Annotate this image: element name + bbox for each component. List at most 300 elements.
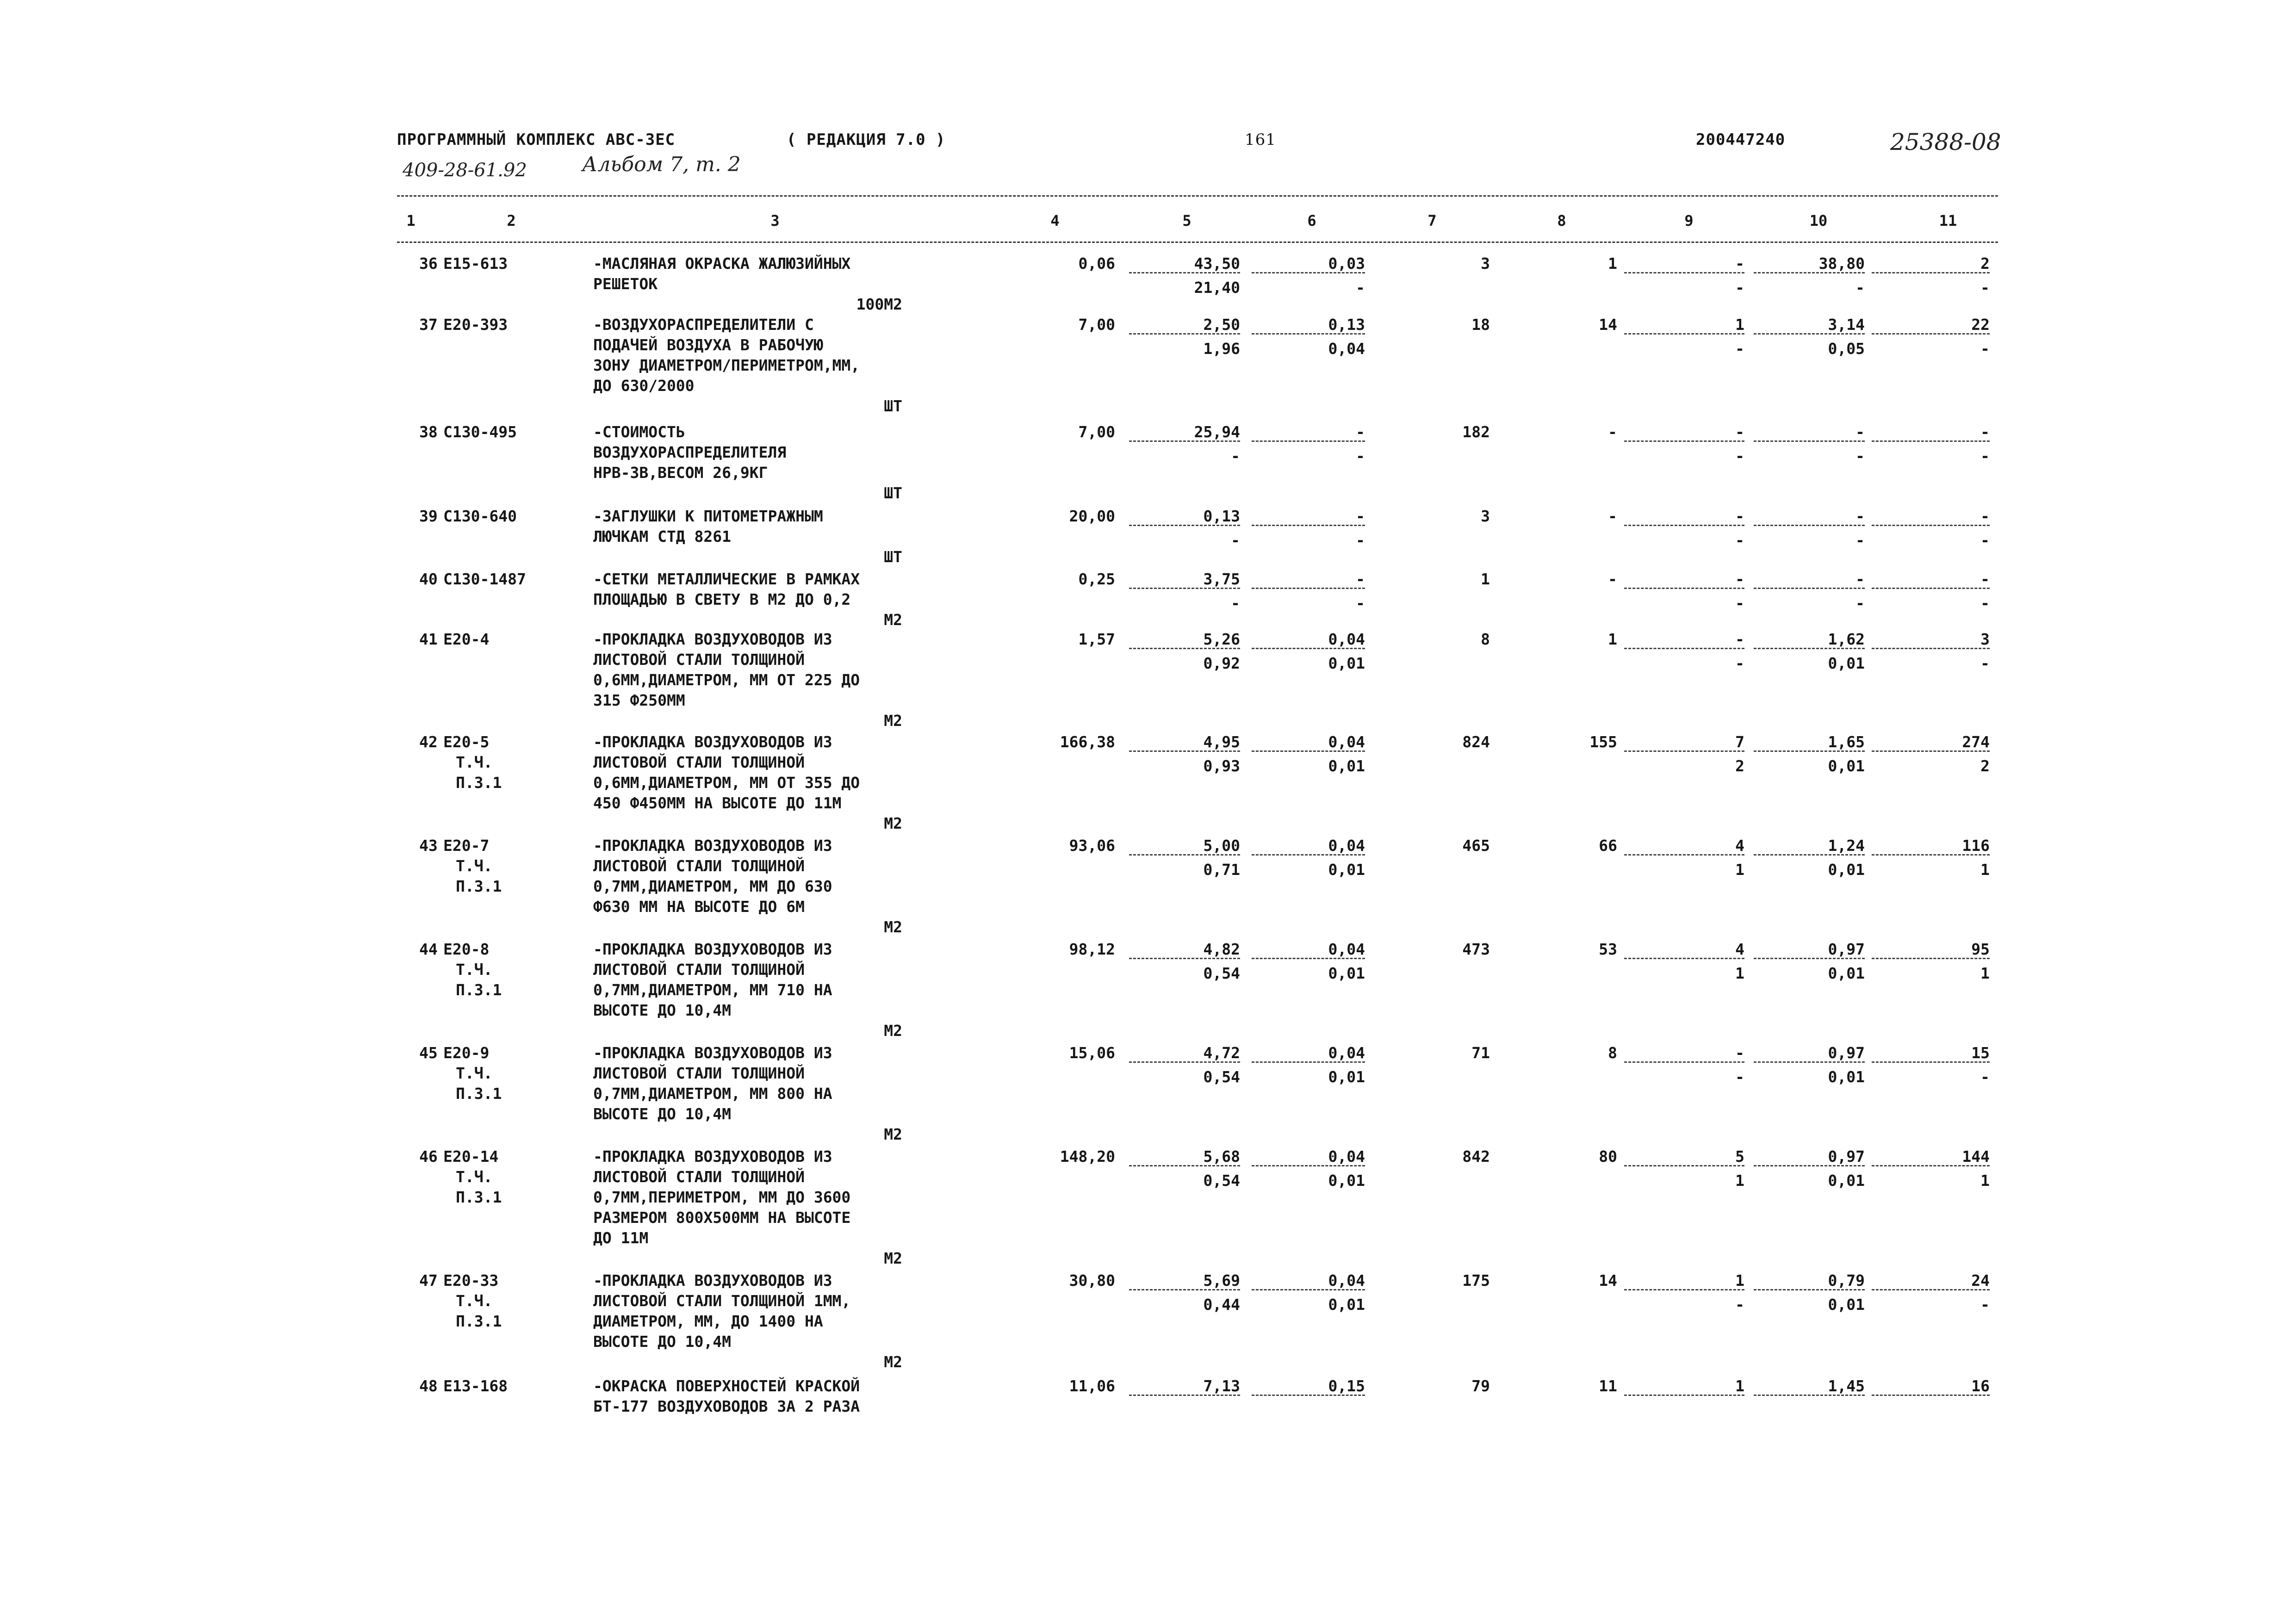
labor-norm: 0,97 bbox=[1828, 1147, 1865, 1166]
unit-labor-cost: 0,04 bbox=[1328, 733, 1365, 751]
work-description: ВЫСОТЕ ДО 10,4М bbox=[593, 1001, 732, 1019]
cell-underline bbox=[1624, 588, 1744, 589]
labor-norm: 0,97 bbox=[1828, 940, 1865, 958]
cell-underline bbox=[1872, 854, 1990, 856]
total-cost: 8 bbox=[1481, 630, 1490, 648]
machine-cost: 4 bbox=[1735, 940, 1744, 958]
machine-wage: 2 bbox=[1735, 757, 1744, 775]
machine-wage: - bbox=[1735, 1068, 1744, 1086]
labor-total-wage: 1 bbox=[1980, 964, 1990, 982]
labor-total: 24 bbox=[1971, 1271, 1990, 1290]
quantity: 0,25 bbox=[1078, 570, 1115, 588]
unit-label: М2 bbox=[884, 1353, 902, 1371]
machine-cost: 4 bbox=[1735, 837, 1744, 855]
work-description: НРВ-3В,ВЕСОМ 26,9КГ bbox=[593, 464, 768, 482]
machine-wage: 1 bbox=[1735, 861, 1744, 879]
cell-underline bbox=[1252, 1395, 1365, 1396]
unit-label: ШТ bbox=[884, 397, 902, 415]
norm-code: Е13-168 bbox=[443, 1377, 508, 1395]
labor-total-wage: - bbox=[1980, 531, 1990, 549]
quantity: 93,06 bbox=[1069, 837, 1115, 855]
work-description: ПОДАЧЕЙ ВОЗДУХА В РАБОЧУЮ bbox=[593, 336, 823, 354]
norm-code: Е20-5 bbox=[443, 733, 490, 751]
work-description: ВОЗДУХОРАСПРЕДЕЛИТЕЛЯ bbox=[593, 443, 787, 461]
labor-total-wage: - bbox=[1980, 1296, 1990, 1314]
cell-underline bbox=[1872, 958, 1990, 959]
cell-underline bbox=[1624, 525, 1744, 526]
cell-underline bbox=[1129, 958, 1240, 959]
work-description: ЛИСТОВОЙ СТАЛИ ТОЛЩИНОЙ bbox=[593, 1168, 805, 1186]
unit-cost: 2,50 bbox=[1203, 316, 1240, 334]
labor-norm: 1,45 bbox=[1828, 1377, 1865, 1395]
work-description: 315 Ф250ММ bbox=[593, 691, 685, 709]
quantity: 166,38 bbox=[1060, 733, 1115, 751]
cell-underline bbox=[1129, 854, 1240, 856]
unit-labor-wage: 0,01 bbox=[1328, 964, 1365, 982]
cell-underline bbox=[1129, 1395, 1240, 1396]
unit-cost: 43,50 bbox=[1194, 254, 1240, 273]
quantity: 20,00 bbox=[1069, 507, 1115, 525]
cell-underline bbox=[1872, 1395, 1990, 1396]
cell-underline bbox=[1624, 1061, 1744, 1063]
norm-code: Е20-33 bbox=[443, 1271, 499, 1290]
labor-total-wage: - bbox=[1980, 279, 1990, 297]
work-description: ЛИСТОВОЙ СТАЛИ ТОЛЩИНОЙ 1ММ, bbox=[593, 1292, 851, 1310]
cell-underline bbox=[1129, 1289, 1240, 1290]
cell-underline bbox=[1624, 854, 1744, 856]
unit-label: М2 bbox=[884, 611, 902, 629]
work-description: -ПРОКЛАДКА ВОЗДУХОВОДОВ ИЗ bbox=[593, 837, 832, 855]
unit-labor-cost: 0,03 bbox=[1328, 254, 1365, 273]
quantity: 0,06 bbox=[1078, 254, 1115, 273]
cell-underline bbox=[1624, 1165, 1744, 1166]
row-number: 43 bbox=[419, 837, 438, 855]
cell-underline bbox=[1129, 272, 1240, 273]
work-description: ДО 11М bbox=[593, 1229, 649, 1247]
cell-underline bbox=[1129, 1165, 1240, 1166]
total-cost: 824 bbox=[1462, 733, 1490, 751]
row-number: 48 bbox=[419, 1377, 438, 1395]
total-wage: - bbox=[1608, 507, 1617, 525]
row-number: 38 bbox=[419, 423, 438, 441]
total-wage: 11 bbox=[1599, 1377, 1617, 1395]
norm-note: Т.Ч. bbox=[456, 753, 493, 771]
unit-label: 100М2 bbox=[856, 295, 902, 313]
cell-underline bbox=[1129, 648, 1240, 649]
labor-norm-wage: 0,05 bbox=[1828, 340, 1865, 358]
labor-norm: 0,79 bbox=[1828, 1271, 1865, 1290]
row-number: 39 bbox=[419, 507, 438, 525]
cell-underline bbox=[1252, 1165, 1365, 1166]
unit-label: М2 bbox=[884, 1125, 902, 1143]
labor-norm-wage: 0,01 bbox=[1828, 1296, 1865, 1314]
cell-underline bbox=[1252, 958, 1365, 959]
cell-underline bbox=[1754, 648, 1865, 649]
unit-cost: 7,13 bbox=[1203, 1377, 1240, 1395]
unit-labor-cost: - bbox=[1356, 570, 1365, 588]
row-number: 44 bbox=[419, 940, 438, 958]
norm-code: Е20-4 bbox=[443, 630, 490, 648]
handwritten-series: 409-28-61.92 bbox=[403, 160, 527, 181]
cell-underline bbox=[1872, 333, 1990, 335]
unit-cost: 5,69 bbox=[1203, 1271, 1240, 1290]
program-title: ПРОГРАММНЫЙ КОМПЛЕКС АВС-3ЕС bbox=[397, 130, 676, 149]
machine-wage: - bbox=[1735, 1296, 1744, 1314]
norm-note: Т.Ч. bbox=[456, 1292, 493, 1310]
cell-underline bbox=[1624, 333, 1744, 335]
cell-underline bbox=[1252, 1061, 1365, 1063]
cell-underline bbox=[1129, 1061, 1240, 1063]
work-description: 0,6ММ,ДИАМЕТРОМ, ММ ОТ 225 ДО bbox=[593, 671, 860, 689]
unit-labor-wage: 0,01 bbox=[1328, 861, 1365, 879]
labor-norm: 1,24 bbox=[1828, 837, 1865, 855]
quantity: 148,20 bbox=[1060, 1147, 1115, 1166]
total-wage: 155 bbox=[1589, 733, 1617, 751]
unit-cost: 25,94 bbox=[1194, 423, 1240, 441]
work-description: -ВОЗДУХОРАСПРЕДЕЛИТЕЛИ С bbox=[593, 316, 814, 334]
total-cost: 842 bbox=[1462, 1147, 1490, 1166]
norm-note: Т.Ч. bbox=[456, 1064, 493, 1082]
work-description: -ПРОКЛАДКА ВОЗДУХОВОДОВ ИЗ bbox=[593, 1271, 832, 1290]
norm-code: Е20-393 bbox=[443, 316, 508, 334]
quantity: 98,12 bbox=[1069, 940, 1115, 958]
labor-norm-wage: 0,01 bbox=[1828, 757, 1865, 775]
machine-wage: 1 bbox=[1735, 964, 1744, 982]
unit-labor-cost: 0,04 bbox=[1328, 630, 1365, 648]
labor-norm: - bbox=[1855, 570, 1865, 588]
labor-norm: - bbox=[1855, 423, 1865, 441]
work-description: 0,6ММ,ДИАМЕТРОМ, ММ ОТ 355 ДО bbox=[593, 774, 860, 792]
labor-norm-wage: 0,01 bbox=[1828, 1068, 1865, 1086]
work-description: -ОКРАСКА ПОВЕРХНОСТЕЙ КРАСКОЙ bbox=[593, 1377, 860, 1395]
cell-underline bbox=[1872, 525, 1990, 526]
unit-label: М2 bbox=[884, 814, 902, 832]
total-cost: 175 bbox=[1462, 1271, 1490, 1290]
work-description: -ПРОКЛАДКА ВОЗДУХОВОДОВ ИЗ bbox=[593, 1147, 832, 1166]
labor-norm-wage: - bbox=[1855, 531, 1865, 549]
total-wage: 8 bbox=[1608, 1044, 1617, 1062]
quantity: 7,00 bbox=[1078, 423, 1115, 441]
work-description: ДИАМЕТРОМ, ММ, ДО 1400 НА bbox=[593, 1312, 823, 1330]
cell-underline bbox=[1754, 440, 1865, 442]
unit-labor-cost: 0,04 bbox=[1328, 1044, 1365, 1062]
unit-labor-wage: - bbox=[1356, 594, 1365, 612]
row-number: 41 bbox=[419, 630, 438, 648]
work-description: 0,7ММ,ДИАМЕТРОМ, ММ ДО 630 bbox=[593, 877, 832, 895]
total-wage: 1 bbox=[1608, 254, 1617, 273]
unit-labor-wage: 0,04 bbox=[1328, 340, 1365, 358]
labor-total-wage: - bbox=[1980, 654, 1990, 672]
unit-labor-cost: 0,04 bbox=[1328, 1147, 1365, 1166]
unit-labor-wage: 0,01 bbox=[1328, 1068, 1365, 1086]
unit-labor-wage: 0,01 bbox=[1328, 1172, 1365, 1190]
labor-total: 22 bbox=[1971, 316, 1990, 334]
total-wage: 1 bbox=[1608, 630, 1617, 648]
unit-labor-wage: 0,01 bbox=[1328, 757, 1365, 775]
cell-underline bbox=[1252, 333, 1365, 335]
labor-total-wage: - bbox=[1980, 447, 1990, 465]
unit-cost-wage: - bbox=[1231, 594, 1240, 612]
norm-note: Т.Ч. bbox=[456, 1168, 493, 1186]
total-wage: 66 bbox=[1599, 837, 1617, 855]
doc-code: 200447240 bbox=[1696, 130, 1786, 149]
handwritten-doc-number: 25388-08 bbox=[1890, 129, 2001, 155]
machine-cost: 1 bbox=[1735, 1377, 1744, 1395]
row-number: 40 bbox=[419, 570, 438, 588]
machine-cost: 1 bbox=[1735, 316, 1744, 334]
norm-code: Е20-8 bbox=[443, 940, 490, 958]
norm-code: Е20-7 bbox=[443, 837, 490, 855]
labor-total: - bbox=[1980, 570, 1990, 588]
norm-code: Е20-9 bbox=[443, 1044, 490, 1062]
unit-cost-wage: 0,54 bbox=[1203, 1068, 1240, 1086]
row-number: 45 bbox=[419, 1044, 438, 1062]
labor-total: 3 bbox=[1980, 630, 1990, 648]
cell-underline bbox=[1754, 333, 1865, 335]
edition-label: ( РЕДАКЦИЯ 7.0 ) bbox=[787, 130, 946, 149]
page-number: 161 bbox=[1245, 130, 1276, 149]
cell-underline bbox=[1252, 272, 1365, 273]
labor-norm: 3,14 bbox=[1828, 316, 1865, 334]
column-header-1: 1 bbox=[406, 212, 416, 229]
total-cost: 18 bbox=[1471, 316, 1490, 334]
labor-norm: - bbox=[1855, 507, 1865, 525]
unit-cost-wage: 0,54 bbox=[1203, 964, 1240, 982]
work-description: БТ-177 ВОЗДУХОВОДОВ ЗА 2 РАЗА bbox=[593, 1397, 860, 1415]
labor-total: 116 bbox=[1962, 837, 1990, 855]
column-header-4: 4 bbox=[1050, 212, 1060, 229]
cell-underline bbox=[1624, 1289, 1744, 1290]
machine-wage: - bbox=[1735, 340, 1744, 358]
machine-wage: - bbox=[1735, 447, 1744, 465]
work-description: -СЕТКИ МЕТАЛЛИЧЕСКИЕ В РАМКАХ bbox=[593, 570, 860, 588]
machine-wage: - bbox=[1735, 594, 1744, 612]
cell-underline bbox=[1872, 648, 1990, 649]
total-wage: 14 bbox=[1599, 1271, 1617, 1290]
work-description: РАЗМЕРОМ 800Х500ММ НА ВЫСОТЕ bbox=[593, 1209, 851, 1227]
work-description: 0,7ММ,ДИАМЕТРОМ, ММ 800 НА bbox=[593, 1085, 832, 1103]
work-description: ПЛОЩАДЬЮ В СВЕТУ В М2 ДО 0,2 bbox=[593, 590, 851, 608]
column-header-11: 11 bbox=[1939, 212, 1957, 229]
cell-underline bbox=[1624, 1395, 1744, 1396]
unit-cost-wage: - bbox=[1231, 531, 1240, 549]
work-description: ЛИСТОВОЙ СТАЛИ ТОЛЩИНОЙ bbox=[593, 651, 805, 669]
cell-underline bbox=[1754, 958, 1865, 959]
work-description: -СТОИМОСТЬ bbox=[593, 423, 685, 441]
norm-note: Т.Ч. bbox=[456, 857, 493, 875]
quantity: 7,00 bbox=[1078, 316, 1115, 334]
row-number: 36 bbox=[419, 254, 438, 273]
labor-total: 15 bbox=[1971, 1044, 1990, 1062]
machine-cost: - bbox=[1735, 630, 1744, 648]
work-description: РЕШЕТОК bbox=[593, 275, 658, 293]
norm-note: П.3.1 bbox=[456, 877, 502, 895]
cell-underline bbox=[1624, 272, 1744, 273]
machine-cost: - bbox=[1735, 1044, 1744, 1062]
unit-cost-wage: 0,71 bbox=[1203, 861, 1240, 879]
norm-code: С130-495 bbox=[443, 423, 517, 441]
total-cost: 465 bbox=[1462, 837, 1490, 855]
machine-cost: - bbox=[1735, 423, 1744, 441]
cell-underline bbox=[1252, 525, 1365, 526]
work-description: ВЫСОТЕ ДО 10,4М bbox=[593, 1333, 732, 1351]
cell-underline bbox=[1872, 272, 1990, 273]
cell-underline bbox=[1252, 1289, 1365, 1290]
work-description: -ПРОКЛАДКА ВОЗДУХОВОДОВ ИЗ bbox=[593, 630, 832, 648]
work-description: ЛИСТОВОЙ СТАЛИ ТОЛЩИНОЙ bbox=[593, 1064, 805, 1082]
unit-cost-wage: - bbox=[1231, 447, 1240, 465]
labor-total-wage: - bbox=[1980, 340, 1990, 358]
labor-norm-wage: - bbox=[1855, 594, 1865, 612]
machine-cost: 7 bbox=[1735, 733, 1744, 751]
column-header-10: 10 bbox=[1809, 212, 1828, 229]
norm-note: П.3.1 bbox=[456, 774, 502, 792]
cell-underline bbox=[1754, 1395, 1865, 1396]
unit-cost-wage: 0,93 bbox=[1203, 757, 1240, 775]
unit-label: М2 bbox=[884, 1249, 902, 1267]
column-header-9: 9 bbox=[1684, 212, 1694, 229]
unit-labor-cost: - bbox=[1356, 423, 1365, 441]
total-cost: 71 bbox=[1471, 1044, 1490, 1062]
unit-cost: 4,95 bbox=[1203, 733, 1240, 751]
total-wage: - bbox=[1608, 423, 1617, 441]
unit-cost-wage: 1,96 bbox=[1203, 340, 1240, 358]
unit-labor-cost: - bbox=[1356, 507, 1365, 525]
quantity: 1,57 bbox=[1078, 630, 1115, 648]
total-cost: 182 bbox=[1462, 423, 1490, 441]
work-description: ЛИСТОВОЙ СТАЛИ ТОЛЩИНОЙ bbox=[593, 753, 805, 771]
total-cost: 473 bbox=[1462, 940, 1490, 958]
unit-labor-cost: 0,04 bbox=[1328, 940, 1365, 958]
work-description: ВЫСОТЕ ДО 10,4М bbox=[593, 1105, 732, 1123]
quantity: 30,80 bbox=[1069, 1271, 1115, 1290]
column-header-6: 6 bbox=[1307, 212, 1316, 229]
column-header-3: 3 bbox=[770, 212, 780, 229]
quantity: 11,06 bbox=[1069, 1377, 1115, 1395]
labor-norm-wage: - bbox=[1855, 447, 1865, 465]
total-wage: 80 bbox=[1599, 1147, 1617, 1166]
cell-underline bbox=[1754, 1165, 1865, 1166]
quantity: 15,06 bbox=[1069, 1044, 1115, 1062]
column-header-5: 5 bbox=[1182, 212, 1191, 229]
unit-labor-wage: 0,01 bbox=[1328, 1296, 1365, 1314]
cell-underline bbox=[1754, 272, 1865, 273]
unit-cost-wage: 0,44 bbox=[1203, 1296, 1240, 1314]
work-description: ЛИСТОВОЙ СТАЛИ ТОЛЩИНОЙ bbox=[593, 857, 805, 875]
cell-underline bbox=[1872, 1289, 1990, 1290]
cell-underline bbox=[1624, 648, 1744, 649]
work-description: -ПРОКЛАДКА ВОЗДУХОВОДОВ ИЗ bbox=[593, 1044, 832, 1062]
row-number: 42 bbox=[419, 733, 438, 751]
machine-cost: - bbox=[1735, 254, 1744, 273]
cell-underline bbox=[1129, 750, 1240, 752]
cell-underline bbox=[1872, 750, 1990, 752]
cell-underline bbox=[1754, 525, 1865, 526]
norm-note: П.3.1 bbox=[456, 1085, 502, 1103]
total-cost: 1 bbox=[1481, 570, 1490, 588]
labor-total-wage: 1 bbox=[1980, 1172, 1990, 1190]
work-description: ЛИСТОВОЙ СТАЛИ ТОЛЩИНОЙ bbox=[593, 961, 805, 979]
cell-underline bbox=[1129, 333, 1240, 335]
cell-underline bbox=[1872, 440, 1990, 442]
total-wage: 14 bbox=[1599, 316, 1617, 334]
header-bottom-rule bbox=[397, 242, 1998, 243]
labor-total: - bbox=[1980, 423, 1990, 441]
cell-underline bbox=[1754, 854, 1865, 856]
labor-norm-wage: - bbox=[1855, 279, 1865, 297]
labor-total: 274 bbox=[1962, 733, 1990, 751]
row-number: 37 bbox=[419, 316, 438, 334]
norm-note: Т.Ч. bbox=[456, 961, 493, 979]
cell-underline bbox=[1872, 1061, 1990, 1063]
table-top-rule bbox=[397, 195, 1998, 197]
cell-underline bbox=[1624, 440, 1744, 442]
unit-cost: 4,72 bbox=[1203, 1044, 1240, 1062]
labor-norm-wage: 0,01 bbox=[1828, 654, 1865, 672]
cell-underline bbox=[1129, 440, 1240, 442]
labor-total: 144 bbox=[1962, 1147, 1990, 1166]
unit-labor-wage: - bbox=[1356, 447, 1365, 465]
column-header-2: 2 bbox=[507, 212, 516, 229]
norm-note: П.3.1 bbox=[456, 1312, 502, 1330]
unit-label: М2 bbox=[884, 1022, 902, 1040]
unit-cost-wage: 21,40 bbox=[1194, 279, 1240, 297]
cell-underline bbox=[1252, 440, 1365, 442]
work-description: 450 Ф450ММ НА ВЫСОТЕ ДО 11М bbox=[593, 794, 842, 812]
total-wage: 53 bbox=[1599, 940, 1617, 958]
unit-cost-wage: 0,92 bbox=[1203, 654, 1240, 672]
unit-labor-wage: - bbox=[1356, 279, 1365, 297]
norm-code: С130-1487 bbox=[443, 570, 526, 588]
labor-total-wage: - bbox=[1980, 1068, 1990, 1086]
cell-underline bbox=[1624, 958, 1744, 959]
cell-underline bbox=[1872, 1165, 1990, 1166]
work-description: -ПРОКЛАДКА ВОЗДУХОВОДОВ ИЗ bbox=[593, 940, 832, 958]
cell-underline bbox=[1624, 750, 1744, 752]
cell-underline bbox=[1252, 854, 1365, 856]
machine-wage: - bbox=[1735, 531, 1744, 549]
work-description: -ЗАГЛУШКИ К ПИТОМЕТРАЖНЫМ bbox=[593, 507, 823, 525]
labor-norm: 0,97 bbox=[1828, 1044, 1865, 1062]
unit-cost: 4,82 bbox=[1203, 940, 1240, 958]
unit-label: ШТ bbox=[884, 548, 902, 566]
machine-wage: - bbox=[1735, 279, 1744, 297]
row-number: 46 bbox=[419, 1147, 438, 1166]
unit-labor-cost: 0,15 bbox=[1328, 1377, 1365, 1395]
column-header-8: 8 bbox=[1557, 212, 1566, 229]
unit-cost: 3,75 bbox=[1203, 570, 1240, 588]
work-description: 0,7ММ,ПЕРИМЕТРОМ, ММ ДО 3600 bbox=[593, 1188, 851, 1206]
labor-total: 16 bbox=[1971, 1377, 1990, 1395]
labor-norm-wage: 0,01 bbox=[1828, 1172, 1865, 1190]
labor-norm: 38,80 bbox=[1818, 254, 1865, 273]
cell-underline bbox=[1872, 588, 1990, 589]
machine-cost: 1 bbox=[1735, 1271, 1744, 1290]
unit-cost: 5,00 bbox=[1203, 837, 1240, 855]
norm-note: П.3.1 bbox=[456, 981, 502, 999]
unit-labor-cost: 0,04 bbox=[1328, 1271, 1365, 1290]
total-wage: - bbox=[1608, 570, 1617, 588]
labor-total-wage: - bbox=[1980, 594, 1990, 612]
labor-total: 2 bbox=[1980, 254, 1990, 273]
cell-underline bbox=[1252, 648, 1365, 649]
machine-cost: 5 bbox=[1735, 1147, 1744, 1166]
unit-labor-wage: 0,01 bbox=[1328, 654, 1365, 672]
labor-total-wage: 1 bbox=[1980, 861, 1990, 879]
work-description: ЛЮЧКАМ СТД 8261 bbox=[593, 527, 732, 546]
machine-cost: - bbox=[1735, 507, 1744, 525]
unit-cost: 5,68 bbox=[1203, 1147, 1240, 1166]
